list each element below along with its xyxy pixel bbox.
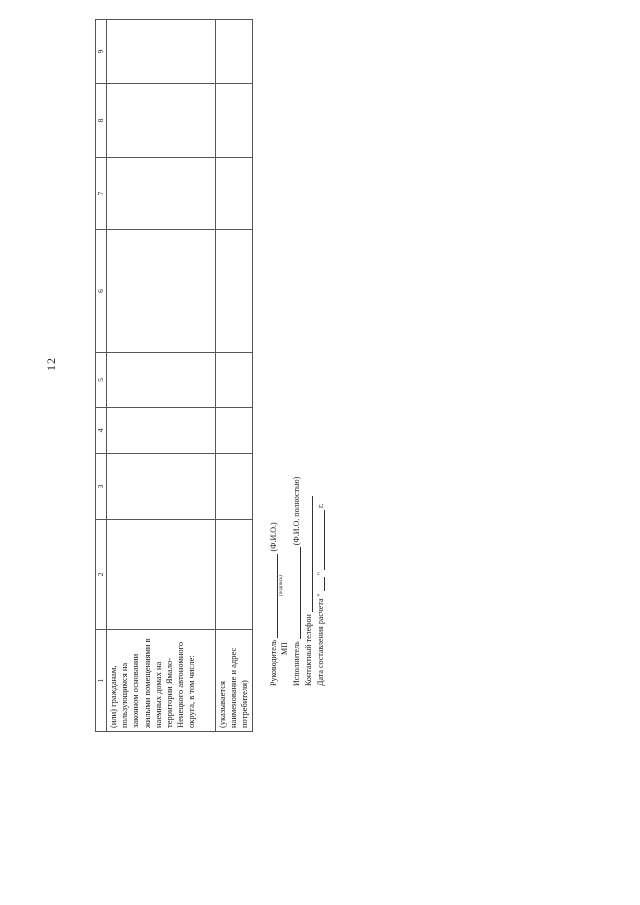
table-cell [215, 353, 252, 408]
date-label: Дата составления расчета [316, 598, 325, 686]
date-suffix: г. [316, 503, 325, 508]
table-cell [215, 158, 252, 230]
column-number: 2 [96, 520, 107, 630]
executor-field [300, 547, 301, 639]
column-number: 5 [96, 353, 107, 408]
date-day-field [324, 577, 325, 591]
column-number: 6 [96, 230, 107, 353]
calculation-table [95, 19, 253, 732]
head-signature-field [277, 554, 278, 638]
date-quote: " [316, 571, 325, 576]
table-cell [106, 353, 215, 408]
phone-line [305, 496, 313, 686]
head-fio-caption: (Ф.И.О.) [269, 522, 278, 552]
row-label: (указывается наименование и адрес потребителя) [215, 630, 252, 732]
table-cell [106, 230, 215, 353]
table-cell [215, 520, 252, 630]
stamp-mark: МП [280, 642, 289, 655]
table-cell [106, 408, 215, 454]
phone-field [312, 496, 313, 612]
table-cell [215, 408, 252, 454]
date-line [317, 504, 325, 686]
date-month-field [324, 510, 325, 570]
table-cell [106, 20, 215, 84]
signature-block [270, 20, 330, 732]
row-label: (или) гражданам, пользующимся на законном основании жилыми помещениями в наемных домах на территории Ямало-Ненецкого автономного округа, в том числе: [106, 630, 215, 732]
executor-label: Исполнитель [292, 641, 301, 686]
column-number: 3 [96, 454, 107, 520]
executor-fio-caption: (Ф.И.О. полностью) [292, 476, 301, 546]
page-number: 12 [44, 357, 58, 371]
head-label: Руководитель [269, 639, 278, 686]
rotated-page-content [95, 20, 335, 732]
signature-caption: (подпись) [279, 575, 284, 596]
table-cell [106, 454, 215, 520]
table-cell [215, 20, 252, 84]
table-cell [215, 230, 252, 353]
column-number: 4 [96, 408, 107, 454]
column-number: 7 [96, 158, 107, 230]
table-cell [106, 158, 215, 230]
table-cell [215, 454, 252, 520]
phone-label: Контактный телефон [304, 614, 313, 686]
column-number-row [96, 20, 107, 732]
date-quote: " [316, 593, 325, 597]
table-row [215, 20, 252, 732]
executor-line [293, 477, 301, 686]
head-signature-line [270, 522, 278, 686]
table-row [106, 20, 215, 732]
table-cell [106, 520, 215, 630]
column-number: 1 [96, 630, 107, 732]
column-number: 8 [96, 84, 107, 158]
table-cell [215, 84, 252, 158]
column-number: 9 [96, 20, 107, 84]
table-cell [106, 84, 215, 158]
